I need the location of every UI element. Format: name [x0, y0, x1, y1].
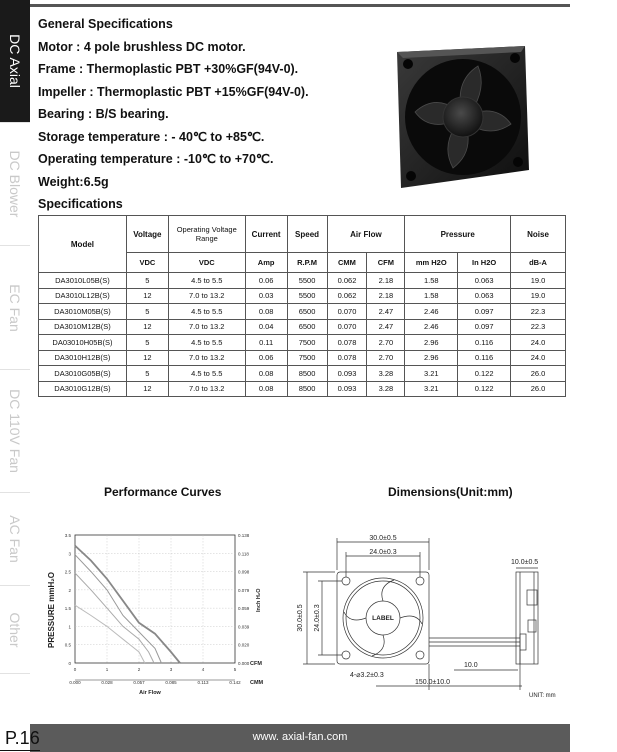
unit-note: UNIT: mm	[529, 693, 556, 699]
general-specs-title: General Specifications	[38, 17, 173, 31]
table-cell: 12	[126, 288, 168, 304]
footer-url[interactable]: www. axial-fan.com	[252, 731, 348, 743]
footer-bar	[30, 724, 570, 752]
tick-label: 3	[169, 667, 173, 672]
col-operating-voltage: Operating Voltage Range	[168, 216, 245, 253]
tick-label: 1.5	[64, 606, 71, 612]
dim-hole-spacing-vertical: 24.0±0.3	[314, 604, 321, 632]
table-cell: 0.062	[327, 288, 367, 304]
table-cell: 0.062	[327, 273, 367, 289]
table-cell: 6500	[287, 304, 327, 320]
tab-dc-blower[interactable]	[0, 123, 30, 246]
unit-cell: In H2O	[458, 253, 511, 273]
table-cell: 0.078	[327, 335, 367, 351]
tick-label: 2	[68, 587, 71, 593]
table-row	[39, 366, 566, 382]
spec-frame: Frame : Thermoplastic PBT +30%GF(94V-0).	[38, 62, 299, 76]
spec-motor: Motor : 4 pole brushless DC motor.	[38, 39, 246, 54]
table-cell: 5	[126, 335, 168, 351]
table-cell: 0.11	[245, 335, 287, 351]
performance-curves-title: Performance Curves	[104, 485, 222, 499]
table-cell: 0.03	[245, 288, 287, 304]
table-cell: DA3010L05B(S)	[39, 273, 127, 289]
dim-depth: 10.0±0.5	[511, 559, 539, 566]
table-cell: 1.58	[405, 288, 458, 304]
table-cell: 22.3	[511, 304, 566, 320]
spec-operating-temp: Operating temperature : -10℃ to +70℃.	[38, 152, 274, 166]
spec-weight: Weight:6.5g	[38, 174, 109, 189]
general-specifications	[38, 16, 309, 219]
tick-label: 0.000	[69, 680, 81, 685]
tick-label: 0.059	[238, 606, 250, 612]
y-axis-label: PRESSURE mmH₂O	[47, 571, 56, 648]
tick-label: 0	[73, 667, 77, 672]
unit-cell: Amp	[245, 253, 287, 273]
table-cell: 22.3	[511, 319, 566, 335]
table-cell: 6500	[287, 319, 327, 335]
tab-label: AC Fan	[7, 515, 23, 563]
table-cell: 12	[126, 319, 168, 335]
table-cell: 7.0 to 13.2	[168, 319, 245, 335]
tick-label: 0.5	[64, 642, 71, 648]
table-cell: 7.0 to 13.2	[168, 288, 245, 304]
spec-storage-temp: Storage temperature : - 40℃ to +85℃.	[38, 129, 265, 144]
tab-label: EC Fan	[7, 283, 23, 332]
tick-label: 0.039	[238, 624, 250, 630]
unit-cell: CFM	[367, 253, 405, 273]
table-cell: 3.21	[405, 366, 458, 382]
table-cell: DA3010M12B(S)	[39, 319, 127, 335]
tick-label: 5	[233, 667, 237, 672]
table-cell: 26.0	[511, 366, 566, 382]
footer-rule	[0, 750, 40, 751]
performance-curve	[75, 546, 180, 663]
table-cell: 2.70	[367, 350, 405, 366]
table-row	[39, 273, 566, 289]
table-cell: 4.5 to 5.5	[168, 335, 245, 351]
table-cell: 5500	[287, 288, 327, 304]
table-cell: 0.070	[327, 304, 367, 320]
table-cell: 12	[126, 381, 168, 397]
table-cell: 4.5 to 5.5	[168, 366, 245, 382]
unit-cell: VDC	[168, 253, 245, 273]
col-air-flow: Air Flow	[327, 216, 405, 253]
dim-hole-spacing: 24.0±0.3	[369, 549, 397, 556]
spec-impeller: Impeller : Thermoplastic PBT +15%GF(94V-0).	[38, 84, 309, 99]
table-cell: 5	[126, 273, 168, 289]
tick-label: 0.079	[238, 587, 250, 593]
table-cell: 2.46	[405, 304, 458, 320]
table-cell: 0.078	[327, 350, 367, 366]
tick-label: 0.000	[238, 661, 250, 666]
table-cell: 2.46	[405, 319, 458, 335]
table-cell: 19.0	[511, 288, 566, 304]
table-row	[39, 319, 566, 335]
col-model: Model	[39, 216, 127, 273]
table-cell: 2.96	[405, 350, 458, 366]
tick-label: 4	[201, 667, 205, 672]
tick-label: 0.118	[238, 551, 249, 557]
header-rule	[30, 4, 570, 7]
table-cell: 5	[126, 366, 168, 382]
table-row	[39, 288, 566, 304]
table-cell: 1.58	[405, 273, 458, 289]
dimensions-drawing	[290, 520, 570, 700]
page-number: P.16	[5, 728, 40, 748]
table-cell: 0.063	[458, 288, 511, 304]
table-cell: 12	[126, 350, 168, 366]
table-cell: DA3010L12B(S)	[39, 288, 127, 304]
tab-ac-fan[interactable]	[0, 493, 30, 586]
table-cell: DA3010G12B(S)	[39, 381, 127, 397]
table-cell: 0.06	[245, 350, 287, 366]
table-cell: 4.5 to 5.5	[168, 304, 245, 320]
tab-label: DC Blower	[7, 150, 23, 218]
tab-label: Other	[7, 611, 23, 648]
col-current: Current	[245, 216, 287, 253]
table-cell: 5	[126, 304, 168, 320]
table-cell: 24.0	[511, 350, 566, 366]
table-cell: 0.097	[458, 319, 511, 335]
table-row	[39, 335, 566, 351]
table-cell: DA03010H05B(S)	[39, 335, 127, 351]
tick-label: 2	[137, 667, 141, 672]
table-cell: 2.70	[367, 335, 405, 351]
tick-label: 0.142	[229, 680, 241, 685]
tick-label: 0.113	[197, 680, 209, 685]
table-cell: 2.18	[367, 273, 405, 289]
tick-label: 0.057	[133, 680, 145, 685]
specifications-title: Specifications	[38, 197, 123, 211]
table-cell: 0.122	[458, 381, 511, 397]
performance-curve	[75, 573, 154, 663]
table-cell: 3.21	[405, 381, 458, 397]
y2-axis-label: Inch H₂O	[256, 588, 262, 612]
tab-label: DC Axial	[7, 34, 23, 88]
table-cell: 24.0	[511, 335, 566, 351]
fan-product-image	[383, 42, 533, 192]
table-cell: 0.093	[327, 381, 367, 397]
col-speed: Speed	[287, 216, 327, 253]
tab-ec-fan[interactable]	[0, 246, 30, 370]
tab-other[interactable]	[0, 586, 30, 674]
table-cell: 7.0 to 13.2	[168, 350, 245, 366]
table-cell: 4.5 to 5.5	[168, 273, 245, 289]
table-cell: 5500	[287, 273, 327, 289]
table-cell: 2.47	[367, 319, 405, 335]
tick-label: 0.098	[238, 569, 250, 575]
tick-label: 0.028	[101, 680, 113, 685]
dim-outer-height: 30.0±0.5	[297, 604, 304, 632]
table-cell: 2.96	[405, 335, 458, 351]
dimensions-title: Dimensions(Unit:mm)	[388, 485, 513, 499]
table-cell: 3.28	[367, 381, 405, 397]
performance-curve	[75, 555, 161, 663]
table-cell: 0.070	[327, 319, 367, 335]
table-cell: 2.47	[367, 304, 405, 320]
table-cell: DA3010H12B(S)	[39, 350, 127, 366]
col-voltage: Voltage	[126, 216, 168, 253]
tick-label: 0.085	[165, 680, 177, 685]
tab-dc-axial[interactable]	[0, 0, 30, 123]
category-sidebar	[0, 0, 30, 712]
performance-curve	[75, 605, 145, 663]
cmm-label: CMM	[250, 680, 264, 686]
table-row	[39, 304, 566, 320]
tab-dc-110v-fan[interactable]	[0, 370, 30, 493]
x-axis-label: Air Flow	[139, 690, 161, 696]
tick-label: 1	[105, 667, 109, 672]
tick-label: 3	[68, 551, 71, 557]
table-cell: 7500	[287, 350, 327, 366]
table-cell: 0.063	[458, 273, 511, 289]
table-body	[39, 273, 566, 397]
table-cell: 2.18	[367, 288, 405, 304]
tick-label: 0.020	[238, 642, 250, 648]
table-cell: 7.0 to 13.2	[168, 381, 245, 397]
unit-cell: mm H2O	[405, 253, 458, 273]
table-cell: 8500	[287, 381, 327, 397]
specifications-table	[38, 215, 566, 397]
table-cell: 0.093	[327, 366, 367, 382]
dim-outer-width: 30.0±0.5	[369, 535, 397, 542]
table-cell: 0.08	[245, 366, 287, 382]
table-cell: 0.06	[245, 273, 287, 289]
col-pressure: Pressure	[405, 216, 511, 253]
table-cell: 3.28	[367, 366, 405, 382]
tick-label: 1	[68, 624, 71, 630]
tab-label: DC 110V Fan	[7, 389, 23, 473]
unit-cell: R.P.M	[287, 253, 327, 273]
dim-lead-length: 150.0±10.0	[415, 679, 450, 686]
dim-lead-strip: 10.0	[464, 662, 478, 669]
table-cell: 0.08	[245, 381, 287, 397]
table-cell: DA3010M05B(S)	[39, 304, 127, 320]
table-row	[39, 381, 566, 397]
tick-label: 0	[68, 661, 71, 666]
table-cell: 0.116	[458, 350, 511, 366]
table-cell: 0.097	[458, 304, 511, 320]
unit-cell: CMM	[327, 253, 367, 273]
fan-label: LABEL	[372, 615, 394, 622]
tick-label: 0.138	[238, 533, 250, 538]
table-cell: 0.04	[245, 319, 287, 335]
table-cell: DA3010G05B(S)	[39, 366, 127, 382]
table-cell: 7500	[287, 335, 327, 351]
tick-label: 2.5	[64, 569, 71, 575]
dim-mounting-holes: 4-⌀3.2±0.3	[350, 672, 384, 679]
unit-cell: dB-A	[511, 253, 566, 273]
table-cell: 0.116	[458, 335, 511, 351]
table-row	[39, 350, 566, 366]
table-cell: 19.0	[511, 273, 566, 289]
performance-chart	[40, 520, 280, 700]
spec-bearing: Bearing : B/S bearing.	[38, 107, 169, 121]
table-header-row	[39, 216, 566, 253]
table-cell: 0.08	[245, 304, 287, 320]
tick-label: 3.5	[64, 533, 71, 538]
cfm-label: CFM	[250, 661, 262, 667]
table-cell: 8500	[287, 366, 327, 382]
col-noise: Noise	[511, 216, 566, 253]
table-cell: 26.0	[511, 381, 566, 397]
unit-cell: VDC	[126, 253, 168, 273]
table-cell: 0.122	[458, 366, 511, 382]
